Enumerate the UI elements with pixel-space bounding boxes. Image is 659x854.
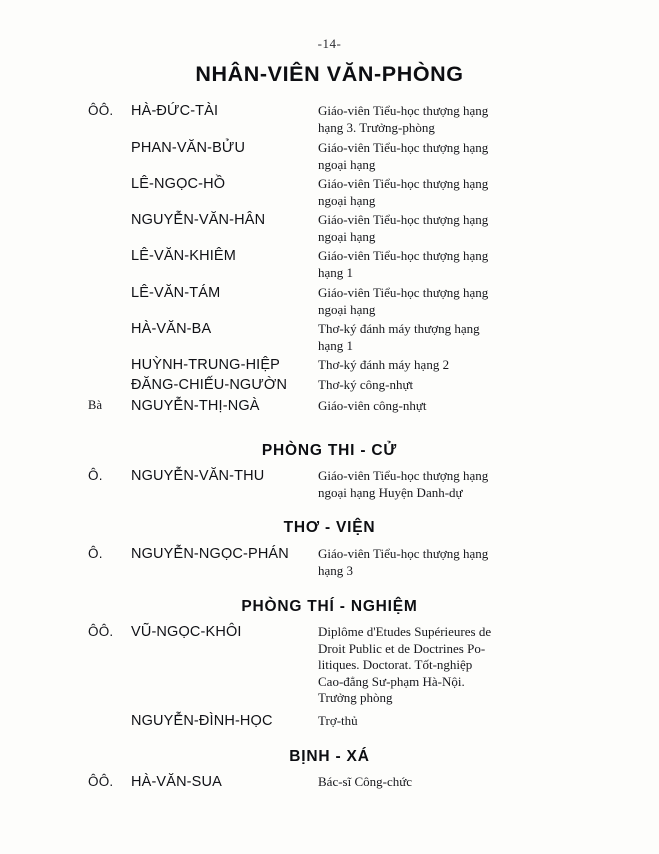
entry-prefix: ÔÔ.	[88, 774, 114, 789]
section-heading-tho-vien: THƠ - VIỆN	[283, 519, 376, 536]
desc-line: ngoại hạng	[318, 192, 376, 208]
entry-name: HÀ-VĂN-BA	[131, 321, 212, 337]
entry-name: HUỲNH-TRUNG-HIỆP	[131, 357, 281, 373]
page-title: NHÂN-VIÊN VĂN-PHÒNG	[195, 62, 464, 86]
desc-line: Trưởng phòng	[318, 690, 393, 705]
desc-line: Giáo-viên Tiểu-học thượng hạng	[318, 248, 489, 263]
entry-description	[318, 468, 544, 501]
desc-line: hạng 1	[318, 264, 354, 280]
entry-name: ĐĂNG-CHIẾU-NGƯỜN	[131, 377, 288, 393]
entry-prefix: ÔÔ.	[88, 624, 114, 639]
entry-prefix: Ô.	[88, 546, 103, 561]
entry-description	[318, 321, 544, 354]
entry-name: NGUYỄN-THỊ-NGÀ	[131, 398, 260, 414]
desc-line: Giáo-viên Tiểu-học thượng hạng	[318, 103, 489, 118]
entry-name: NGUYỄN-VĂN-THU	[131, 468, 265, 484]
desc-line: Giáo-viên Tiểu-học thượng hạng	[318, 212, 489, 227]
entry-description	[318, 774, 544, 791]
entry-prefix: Ô.	[88, 468, 103, 483]
entry-description	[318, 212, 544, 245]
entry-description	[318, 176, 544, 209]
entry-description	[318, 140, 544, 173]
entry-description	[318, 103, 544, 136]
desc-line: litiques. Doctorat. Tốt-nghiệp	[318, 657, 473, 672]
desc-line: Trợ-thủ	[318, 713, 358, 728]
desc-line: Giáo-viên Tiểu-học thượng hạng	[318, 546, 489, 561]
entry-name: NGUYỄN-ĐÌNH-HỌC	[131, 713, 273, 729]
entry-name: LÊ-NGỌC-HỒ	[131, 176, 226, 192]
desc-line: Diplôme d'Etudes Supérieures de	[318, 624, 492, 639]
desc-line: ngoại hạng	[318, 156, 376, 172]
entry-name: PHAN-VĂN-BỬU	[131, 140, 246, 156]
desc-line: Giáo-viên Tiểu-học thượng hạng	[318, 140, 489, 155]
desc-line: Thơ-ký đánh máy thượng hạng	[318, 321, 480, 336]
desc-line: hạng 3. Trưởng-phòng	[318, 119, 435, 135]
section-heading-binh-xa: BỊNH - XÁ	[289, 748, 370, 765]
desc-line: ngoại hạng	[318, 228, 376, 244]
desc-line: Giáo-viên Tiểu-học thượng hạng	[318, 176, 489, 191]
desc-line: Cao-đẳng Sư-phạm Hà-Nội.	[318, 673, 465, 689]
page-number: -14-	[317, 36, 342, 51]
entry-description	[318, 377, 544, 394]
entry-name: LÊ-VĂN-KHIÊM	[131, 248, 236, 264]
entry-description	[318, 624, 544, 707]
desc-line: Giáo-viên Tiểu-học thượng hạng	[318, 285, 489, 300]
entry-name: NGUYỄN-VĂN-HÂN	[131, 212, 266, 228]
entry-name: HÀ-ĐỨC-TÀI	[131, 103, 219, 119]
desc-line: ngoại hạng Huyện Danh-dự	[318, 484, 463, 500]
section-heading-thi-nghiem: PHÒNG THÍ - NGHIỆM	[241, 598, 418, 615]
entry-description	[318, 398, 544, 415]
entry-description	[318, 546, 544, 579]
entry-description	[318, 285, 544, 318]
desc-line: hạng 3	[318, 562, 354, 578]
entry-description	[318, 248, 544, 281]
desc-line: Thơ-ký đánh máy hạng 2	[318, 357, 450, 372]
entry-description	[318, 713, 544, 730]
desc-line: Giáo-viên công-nhựt	[318, 398, 427, 413]
desc-line: Droit Public et de Doctrines Po-	[318, 640, 486, 656]
desc-line: hạng 1	[318, 337, 354, 353]
desc-line: Bác-sĩ Công-chức	[318, 774, 413, 789]
desc-line: Thơ-ký công-nhựt	[318, 377, 414, 392]
entry-name: LÊ-VĂN-TÁM	[131, 285, 221, 301]
entry-prefix: Bà	[88, 398, 103, 412]
entry-name: HÀ-VĂN-SUA	[131, 774, 222, 790]
desc-line: ngoại hạng	[318, 301, 376, 317]
entry-description	[318, 357, 544, 374]
section-heading-thi-cu: PHÒNG THI - CỬ	[261, 442, 398, 459]
desc-line: Giáo-viên Tiểu-học thượng hạng	[318, 468, 489, 483]
entry-name: VŨ-NGỌC-KHÔI	[131, 624, 242, 640]
entry-name: NGUYỄN-NGỌC-PHÁN	[131, 546, 289, 562]
entry-prefix: ÔÔ.	[88, 103, 114, 118]
